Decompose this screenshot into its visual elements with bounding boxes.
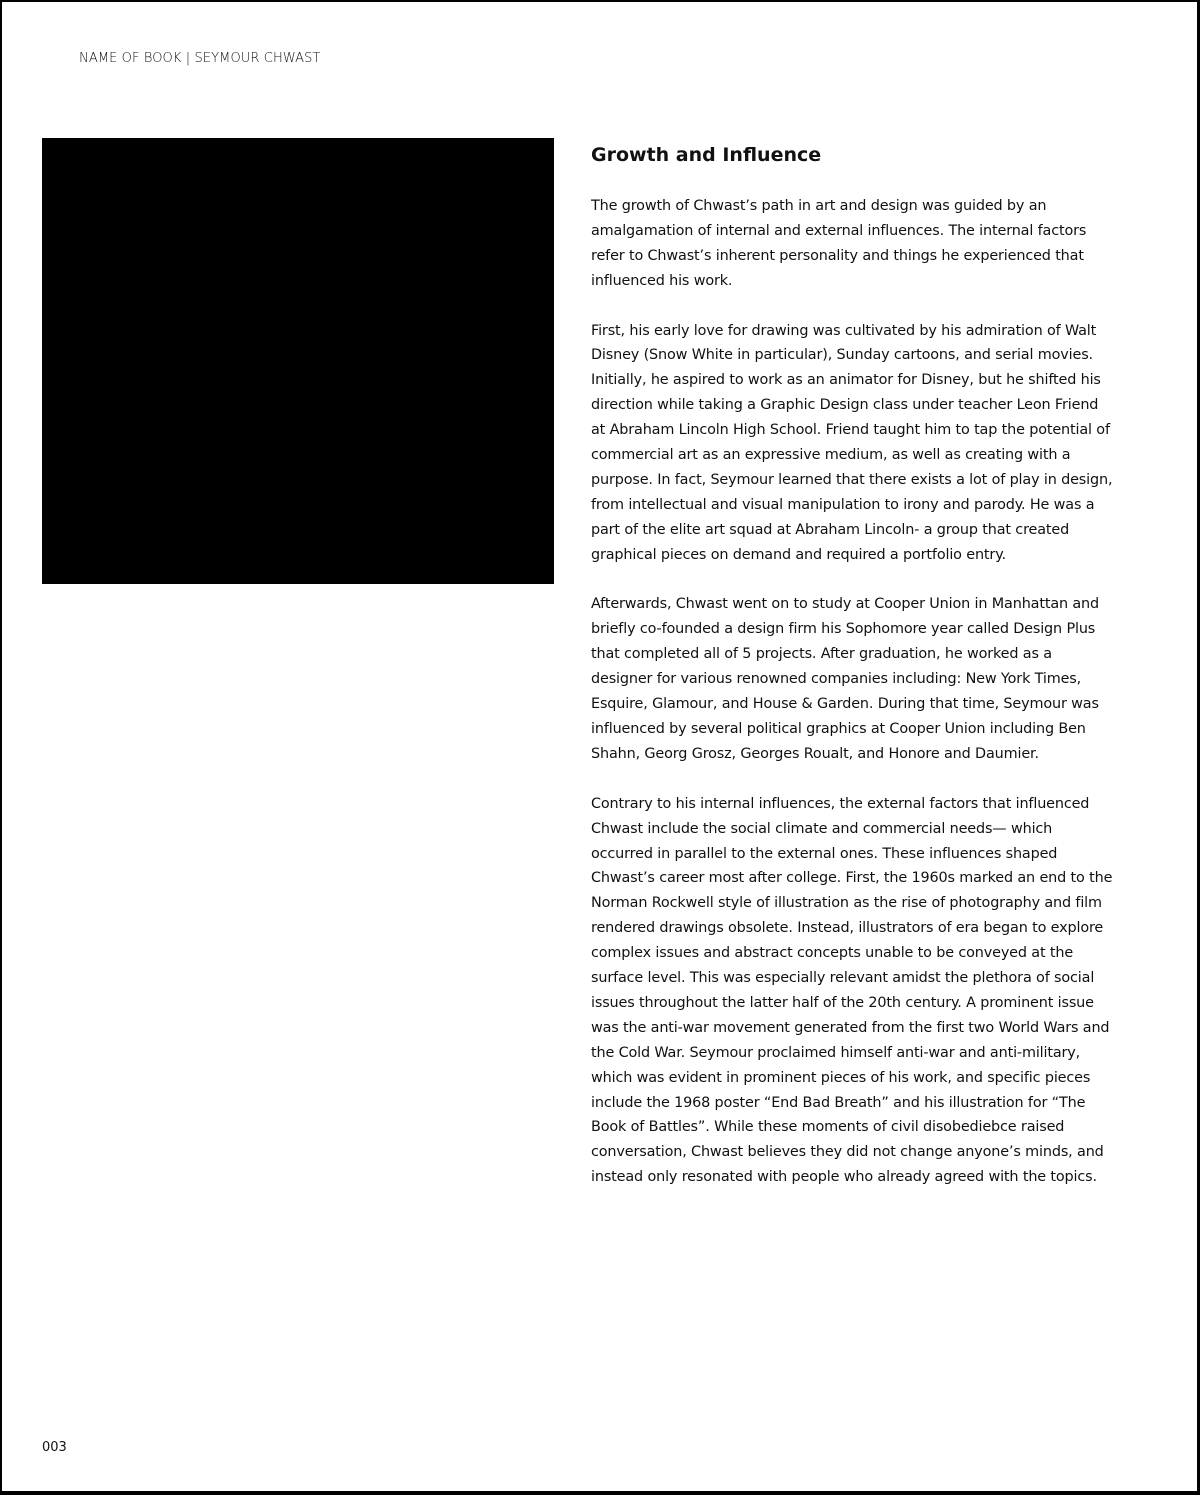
paragraph-cooper-union: Afterwards, Chwast went on to study at Cooper Union in Manhattan and briefly co-founded a design firm his Sophomore year called Design Plus that completed all of 5 projects. After graduation, he worked as a designer for various renowned companies including: New York Times, Esquire, Glamour, and House & Garden. During that time, Seymour was influenced by several political graphics at Cooper Union including Ben Shahn, Georg Grosz, Georges Roualt, and Honore and Daumier. bbox=[591, 596, 1100, 762]
section-heading: Growth and Influence bbox=[591, 144, 822, 166]
paragraph-intro: The growth of Chwast’s path in art and design was guided by an amalgamation of internal and external influences. The internal factors refer to Chwast’s inherent personality and things he experienced that influenced his work. bbox=[591, 198, 1087, 289]
paragraph-early-influences: First, his early love for drawing was cultivated by his admiration of Walt Disney (Snow White in particular), Sunday cartoons, and serial movies. Initially, he aspired to work as an animator for Disney, but he shifted his direction while taking a Graphic Design class under teacher Leon Friend at Abraham Lincoln High School. Friend taught him to tap the potential of commercial art as an expressive medium, as well as creating with a purpose. In fact, Seymour learned that there exists a lot of play in design, from intellectual and visual manipulation to irony and parody. He was a part of the elite art squad at Abraham Lincoln- a group that created graphical pieces on demand and required a portfolio entry. bbox=[591, 322, 1113, 563]
image-placeholder bbox=[42, 138, 554, 584]
paragraph-external-influences: Contrary to his internal influences, the external factors that influenced Chwast include the social climate and commercial needs— which occurred in parallel to the external ones. These influences shaped Chwast’s career most after college. First, the 1960s marked an end to the Norman Rockwell style of illustration as the rise of photography and film rendered drawings obsolete. Instead, illustrators of era began to explore complex issues and abstract concepts unable to be conveyed at the surface level. This was especially relevant amidst the plethora of social issues throughout the latter half of the 20th century. A prominent issue was the anti-war movement generated from the first two World Wars and the Cold War. Seymour proclaimed himself anti-war and anti-military, which was evident in prominent pieces of his work, and specific pieces include the 1968 poster “End Bad Breath” and his illustration for “The Book of Battles”. While these moments of civil disobediebce raised conversation, Chwast believes they did not change anyone’s minds, and instead only resonated with people who already agreed with the topics. bbox=[591, 795, 1113, 1186]
article-body bbox=[591, 142, 1113, 1215]
page-number: 003 bbox=[42, 1440, 67, 1455]
running-header-title: NAME OF BOOK | SEYMOUR CHWAST bbox=[79, 51, 321, 66]
